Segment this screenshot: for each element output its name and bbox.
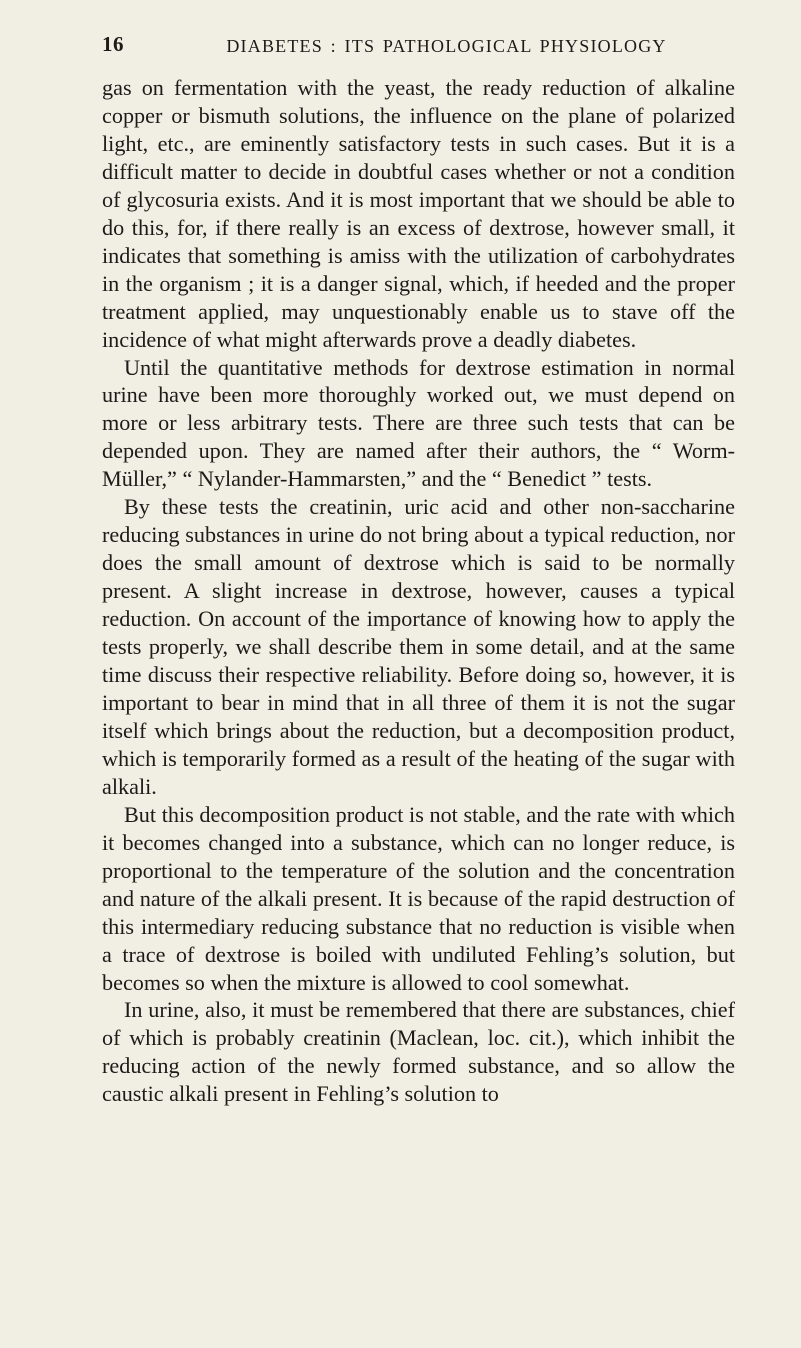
paragraph: gas on fermentation with the yeast, the ready reduction of alkaline copper or bismuth solutions, the influence on the plane of polarized light, etc., are eminently satisfactory tests in such cases. But it is a difficult matter to decide in doubtful cases whether or not a condition of glycosuria exists. And it is most important that we should be able to do this, for, if there really is an excess of dextrose, however small, it indicates that something is amiss with the utilization of carbohydrates in the organism ; it is a danger signal, which, if heeded and the proper treatment applied, may unquestionably enable us to stave off the incidence of what might afterwards prove a deadly diabetes. [102, 75, 735, 352]
page-header [102, 30, 735, 74]
paragraph: But this decomposition product is not stable, and the rate with which it becomes changed into a substance, which can no longer reduce, is proportional to the temperature of the solution and the concentration and nature of the alkali present. It is because of the rapid destruction of this intermediary reducing substance that no reduction is visible when a trace of dextrose is boiled with undiluted Fehling’s solution, but becomes so when the mixture is allowed to cool somewhat. [102, 801, 735, 995]
paragraph: Until the quantitative methods for dextrose estimation in normal urine have been more thoroughly worked out, we must depend on more or less arbitrary tests. There are three such tests that can be depended upon. They are named after their authors, the “ Worm-Müller,” “ Nylander-Hammarsten,” and the “ Benedict ” tests. [102, 354, 735, 492]
paragraph: In urine, also, it must be remembered that there are substances, chief of which is probably creatinin (Maclean, loc. cit.), which inhibit the reducing action of the newly formed substance, and so allow the caustic alkali present in Fehling’s solution to [102, 997, 735, 1107]
paragraph: By these tests the creatinin, uric acid and other non-saccharine reducing substances in urine do not bring about a typical reduction, nor does the small amount of dextrose which is said to be normally present. A slight increase in dextrose, however, causes a typical reduction. On account of the importance of knowing how to apply the tests properly, we shall describe them in some detail, and at the same time discuss their respective reliability. Before doing so, however, it is important to bear in mind that in all three of them it is not the sugar itself which brings about the reduction, but a decomposition product, which is temporarily formed as a result of the heating of the sugar with alkali. [102, 494, 735, 799]
body-text [102, 74, 735, 1108]
page-number: 16 [102, 32, 124, 56]
running-head: DIABETES : ITS PATHOLOGICAL PHYSIOLOGY [226, 36, 667, 56]
